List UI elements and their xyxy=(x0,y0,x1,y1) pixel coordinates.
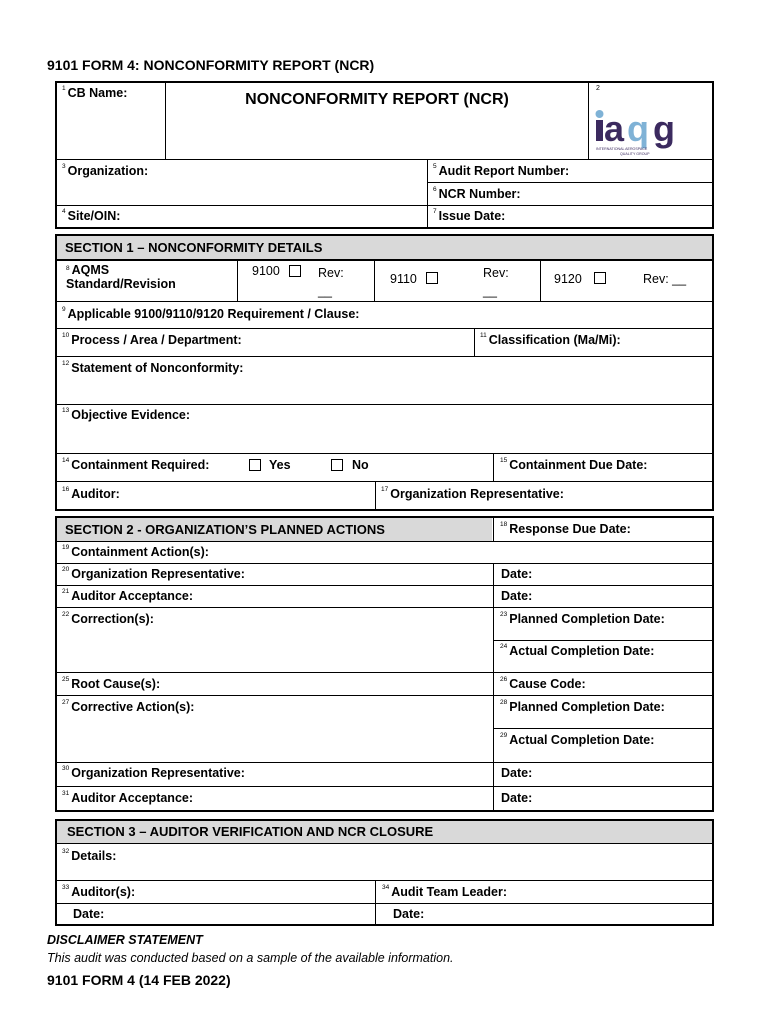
section2-header: SECTION 2 - ORGANIZATION’S PLANNED ACTIONS xyxy=(57,518,492,541)
org-rep-2-label: $^{30}$ Organization Representative: xyxy=(62,765,245,780)
organization-label: $^3$ Organization: xyxy=(62,163,149,178)
std-9110-checkbox[interactable] xyxy=(426,272,438,284)
planned-completion-2-label: $^{28}$ Planned Completion Date: xyxy=(500,699,665,714)
form-title: 9101 FORM 4: NONCONFORMITY REPORT (NCR) xyxy=(47,57,375,73)
section1-header: SECTION 1 – NONCONFORMITY DETAILS xyxy=(57,236,712,259)
containment-required-label: $^{14}$ Containment Required: xyxy=(62,457,210,472)
audit-report-number-label: $^5$ Audit Report Number: xyxy=(433,163,570,178)
cb-name-label: $^1$ CB Name: xyxy=(62,85,128,100)
auditors-label: $^{33}$ Auditor(s): xyxy=(62,884,136,899)
team-leader-date-label: Date: xyxy=(393,907,425,921)
cause-code-label: $^{26}$ Cause Code: xyxy=(500,676,586,691)
containment-no-label: No xyxy=(352,458,369,472)
evidence-label: $^{13}$ Objective Evidence: xyxy=(62,407,191,422)
footer-form-id: 9101 FORM 4 (14 FEB 2022) xyxy=(47,972,231,988)
aqms-label: $^8$ AQMS Standard/Revision xyxy=(66,263,176,291)
team-leader-label: $^{34}$ Audit Team Leader: xyxy=(382,884,507,899)
std-9100-label: 9100 xyxy=(252,264,280,278)
containment-yes-label: Yes xyxy=(269,458,291,472)
std-9120-rev: Rev: __ xyxy=(643,272,687,286)
details-label: $^{32}$ Details: xyxy=(62,848,117,863)
process-label: $^{10}$ Process / Area / Department: xyxy=(62,332,242,347)
classification-label: $^{11}$ Classification (Ma/Mi): xyxy=(480,332,621,347)
org-rep-1-label: $^{20}$ Organization Representative: xyxy=(62,566,245,581)
disclaimer-title: DISCLAIMER STATEMENT xyxy=(47,933,203,947)
disclaimer-text: This audit was conducted based on a sample of the available information. xyxy=(47,951,454,965)
auditor-acceptance-1-date-label: Date: xyxy=(501,589,533,603)
root-cause-label: $^{25}$ Root Cause(s): xyxy=(62,676,161,691)
corrective-actions-label: $^{27}$ Corrective Action(s): xyxy=(62,699,195,714)
ncr-number-label: $^6$ NCR Number: xyxy=(433,186,521,201)
section3-header: SECTION 3 – AUDITOR VERIFICATION AND NCR CLOSURE xyxy=(57,821,712,843)
std-9120-label: 9120 xyxy=(554,272,582,286)
auditors-date-label: Date: xyxy=(73,907,105,921)
containment-actions-label: $^{19}$ Containment Action(s): xyxy=(62,544,209,559)
containment-due-label: $^{15}$ Containment Due Date: xyxy=(500,457,648,472)
std-9120-checkbox[interactable] xyxy=(594,272,606,284)
planned-completion-1-label: $^{23}$ Planned Completion Date: xyxy=(500,611,665,626)
actual-completion-1-label: $^{24}$ Actual Completion Date: xyxy=(500,643,655,658)
auditor-acceptance-1-label: $^{21}$ Auditor Acceptance: xyxy=(62,588,194,603)
std-9110-label: 9110 xyxy=(390,272,417,286)
org-rep-label: $^{17}$ Organization Representative: xyxy=(381,486,564,501)
auditor-label: $^{16}$ Auditor: xyxy=(62,486,120,501)
containment-no-checkbox[interactable] xyxy=(331,459,343,471)
auditor-acceptance-2-label: $^{31}$ Auditor Acceptance: xyxy=(62,790,194,805)
requirement-label: $^9$ Applicable 9100/9110/9120 Requirement / Clause: xyxy=(62,306,360,321)
logo-num: 2 xyxy=(596,85,600,92)
svg-text:INTERNATIONAL AEROSPACE: INTERNATIONAL AEROSPACE xyxy=(596,147,648,151)
actual-completion-2-label: $^{29}$ Actual Completion Date: xyxy=(500,732,655,747)
std-9100-rev: Rev: __ xyxy=(318,266,344,298)
org-rep-1-date-label: Date: xyxy=(501,567,533,581)
iaqg-logo xyxy=(594,104,694,158)
svg-text:q: q xyxy=(627,108,649,149)
svg-text:g: g xyxy=(653,108,675,149)
report-title: NONCONFORMITY REPORT (NCR) xyxy=(245,91,509,108)
containment-yes-checkbox[interactable] xyxy=(249,459,261,471)
statement-label: $^{12}$ Statement of Nonconformity: xyxy=(62,360,244,375)
corrections-label: $^{22}$ Correction(s): xyxy=(62,611,154,626)
std-9110-rev: Rev: __ xyxy=(483,266,509,298)
auditor-acceptance-2-date-label: Date: xyxy=(501,791,533,805)
org-rep-2-date-label: Date: xyxy=(501,766,533,780)
svg-text:a: a xyxy=(604,108,625,149)
site-oin-label: $^4$ Site/OIN: xyxy=(62,208,121,223)
response-due-label: $^{18}$ Response Due Date: xyxy=(500,521,631,536)
std-9100-checkbox[interactable] xyxy=(289,265,301,277)
svg-text:QUALITY GROUP: QUALITY GROUP xyxy=(620,152,650,156)
issue-date-label: $^7$ Issue Date: xyxy=(433,208,506,223)
